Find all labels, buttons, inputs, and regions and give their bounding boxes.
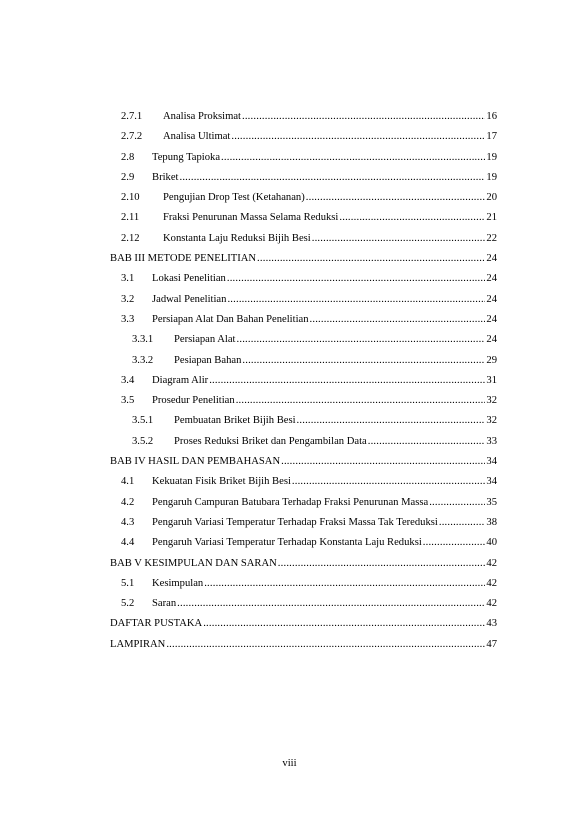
dot-leader <box>429 493 485 513</box>
toc-entry-page: 43 <box>486 618 497 630</box>
toc-entry-title: Konstanta Laju Reduksi Bijih Besi <box>163 232 311 244</box>
toc-entry[interactable] <box>110 148 497 168</box>
toc-entry[interactable] <box>110 229 497 249</box>
dot-leader <box>166 635 485 655</box>
toc-entry-title: Fraksi Penurunan Massa Selama Reduksi <box>163 212 339 224</box>
toc-entry-page: 24 <box>486 253 497 265</box>
toc-entry[interactable] <box>110 188 497 208</box>
toc-entry[interactable] <box>110 635 497 655</box>
dot-leader <box>242 351 485 371</box>
toc-entry-page: 42 <box>486 577 497 589</box>
toc-entry-page: 34 <box>486 476 497 488</box>
toc-entry[interactable] <box>110 249 497 269</box>
dot-leader <box>236 391 486 411</box>
dot-leader <box>423 533 486 553</box>
toc-entry-page: 38 <box>486 516 497 528</box>
toc-entry[interactable] <box>110 269 497 289</box>
toc-entry-number: 3.2 <box>121 293 135 305</box>
toc-entry-page: 22 <box>486 232 497 244</box>
toc-entry-title: Persiapan Alat <box>174 334 236 346</box>
toc-entry-title: Analisa Proksimat <box>163 111 241 122</box>
toc-entry-title: Kesimpulan <box>152 577 204 589</box>
dot-leader <box>209 371 485 391</box>
toc-entry-number: 3.5.1 <box>132 415 154 427</box>
toc-entry-title: Lokasi Penelitian <box>152 273 226 285</box>
dot-leader <box>257 249 485 269</box>
toc-entry[interactable] <box>110 411 497 431</box>
toc-entry-page: 47 <box>486 638 497 650</box>
dot-leader <box>179 168 485 188</box>
dot-leader <box>439 513 486 533</box>
toc-entry-title: Saran <box>152 598 177 610</box>
toc-entry-page: 40 <box>486 537 497 549</box>
toc-entry-title: Proses Reduksi Briket dan Pengambilan Data <box>174 435 367 447</box>
toc-entry[interactable] <box>110 310 497 330</box>
toc-entry-number: 2.9 <box>121 171 135 183</box>
toc-entry[interactable] <box>110 168 497 188</box>
toc-entry[interactable] <box>110 371 497 391</box>
toc-entry-page: 35 <box>486 496 497 508</box>
dot-leader <box>278 554 486 574</box>
dot-leader <box>310 310 486 330</box>
dot-leader <box>368 432 486 452</box>
toc-entry-number: 4.3 <box>121 516 135 528</box>
dot-leader <box>203 614 485 634</box>
table-of-contents <box>110 107 497 655</box>
toc-entry-page: 31 <box>486 374 497 386</box>
toc-entry[interactable] <box>110 614 497 634</box>
dot-leader <box>242 107 485 127</box>
toc-entry-page: 21 <box>486 212 497 224</box>
toc-entry-page: 42 <box>486 598 497 610</box>
dot-leader <box>306 188 486 208</box>
toc-entry-number: 3.5 <box>121 395 135 407</box>
toc-entry-number: 5.2 <box>121 598 135 610</box>
toc-entry-number: 3.3.2 <box>132 354 154 366</box>
toc-entry[interactable] <box>110 290 497 310</box>
toc-entry-number: 4.1 <box>121 476 135 488</box>
toc-entry[interactable] <box>110 351 497 371</box>
toc-entry-number: 3.5.2 <box>132 435 154 447</box>
toc-entry-number: 4.2 <box>121 496 135 508</box>
dot-leader <box>312 229 486 249</box>
toc-entry-title: BAB IV HASIL DAN PEMBAHASAN <box>110 456 281 468</box>
toc-entry-title: LAMPIRAN <box>110 638 166 650</box>
toc-entry-title: Prosedur Penelitian <box>152 395 235 407</box>
toc-entry-number: 2.10 <box>121 192 140 204</box>
toc-entry-page: 19 <box>486 151 497 163</box>
page-number-footer: viii <box>282 758 297 769</box>
dot-leader <box>227 269 486 289</box>
toc-entry-title: Pengaruh Variasi Temperatur Terhadap Fraksi Massa Tak Tereduksi <box>152 516 438 528</box>
toc-entry[interactable] <box>110 452 497 472</box>
dot-leader <box>221 148 485 168</box>
toc-entry-title: Jadwal Penelitian <box>152 293 227 305</box>
toc-entry-page: 33 <box>486 435 497 447</box>
toc-entry-number: 2.7.2 <box>121 131 143 143</box>
toc-entry[interactable] <box>110 493 497 513</box>
toc-entry-page: 34 <box>486 456 497 468</box>
toc-entry-title: BAB III METODE PENELITIAN <box>110 253 257 265</box>
toc-entry-title: Diagram Alir <box>152 374 209 386</box>
toc-entry-page: 24 <box>486 313 497 325</box>
toc-entry-page: 20 <box>486 192 497 204</box>
dot-leader <box>177 594 485 614</box>
toc-entry-title: Analisa Ultimat <box>163 131 231 143</box>
dot-leader <box>237 330 486 350</box>
toc-entry-page: 32 <box>486 395 497 407</box>
toc-entry[interactable] <box>110 574 497 594</box>
toc-entry-number: 4.4 <box>121 537 135 549</box>
toc-entry-page: 24 <box>486 273 497 285</box>
toc-entry[interactable] <box>110 107 497 127</box>
toc-entry[interactable] <box>110 391 497 411</box>
toc-entry-number: 3.3.1 <box>132 334 154 346</box>
toc-entry-number: 2.11 <box>121 212 140 224</box>
toc-entry[interactable] <box>110 554 497 574</box>
toc-entry-title: Persiapan Alat Dan Bahan Penelitian <box>152 313 309 325</box>
dot-leader <box>204 574 485 594</box>
toc-entry-title: DAFTAR PUSTAKA <box>110 618 203 630</box>
toc-entry-page: 42 <box>486 557 497 569</box>
toc-entry-title: Pengaruh Campuran Batubara Terhadap Fraksi Penurunan Massa <box>152 496 429 508</box>
toc-entry[interactable] <box>110 472 497 492</box>
dot-leader <box>339 208 485 228</box>
toc-entry-title: Pesiapan Bahan <box>174 354 242 366</box>
toc-entry[interactable] <box>110 127 497 147</box>
toc-entry[interactable] <box>110 513 497 533</box>
toc-entry-number: 2.8 <box>121 151 135 163</box>
toc-entry-title: Pengaruh Variasi Temperatur Terhadap Konstanta Laju Reduksi <box>152 537 422 549</box>
toc-entry-page: 19 <box>486 171 497 183</box>
toc-entry-page: 29 <box>486 354 497 366</box>
toc-entry-number: 2.7.1 <box>121 111 143 122</box>
toc-entry[interactable] <box>110 208 497 228</box>
toc-entry-number: 5.1 <box>121 577 135 589</box>
toc-entry[interactable] <box>110 533 497 553</box>
toc-entry-title: BAB V KESIMPULAN DAN SARAN <box>110 557 277 569</box>
toc-entry-title: Tepung Tapioka <box>152 151 221 163</box>
toc-entry[interactable] <box>110 330 497 350</box>
toc-entry-page: 17 <box>486 131 497 143</box>
toc-entry-title: Kekuatan Fisik Briket Bijih Besi <box>152 476 291 488</box>
toc-entry-title: Pengujian Drop Test (Ketahanan) <box>163 192 305 204</box>
toc-entry-title: Pembuatan Briket Bijih Besi <box>174 415 296 427</box>
toc-entry-number: 2.12 <box>121 232 140 244</box>
dot-leader <box>227 290 485 310</box>
dot-leader <box>292 472 486 492</box>
toc-entry-page: 24 <box>486 293 497 305</box>
dot-leader <box>231 127 485 147</box>
toc-entry-page: 16 <box>486 111 497 122</box>
toc-entry-title: Briket <box>152 171 179 183</box>
toc-entry-page: 32 <box>486 415 497 427</box>
toc-entry-page: 24 <box>486 334 497 346</box>
dot-leader <box>297 411 486 431</box>
toc-entry-number: 3.3 <box>121 313 135 325</box>
dot-leader <box>281 452 485 472</box>
toc-entry[interactable] <box>110 594 497 614</box>
toc-entry[interactable] <box>110 432 497 452</box>
toc-entry-number: 3.4 <box>121 374 135 386</box>
toc-entry-number: 3.1 <box>121 273 135 285</box>
